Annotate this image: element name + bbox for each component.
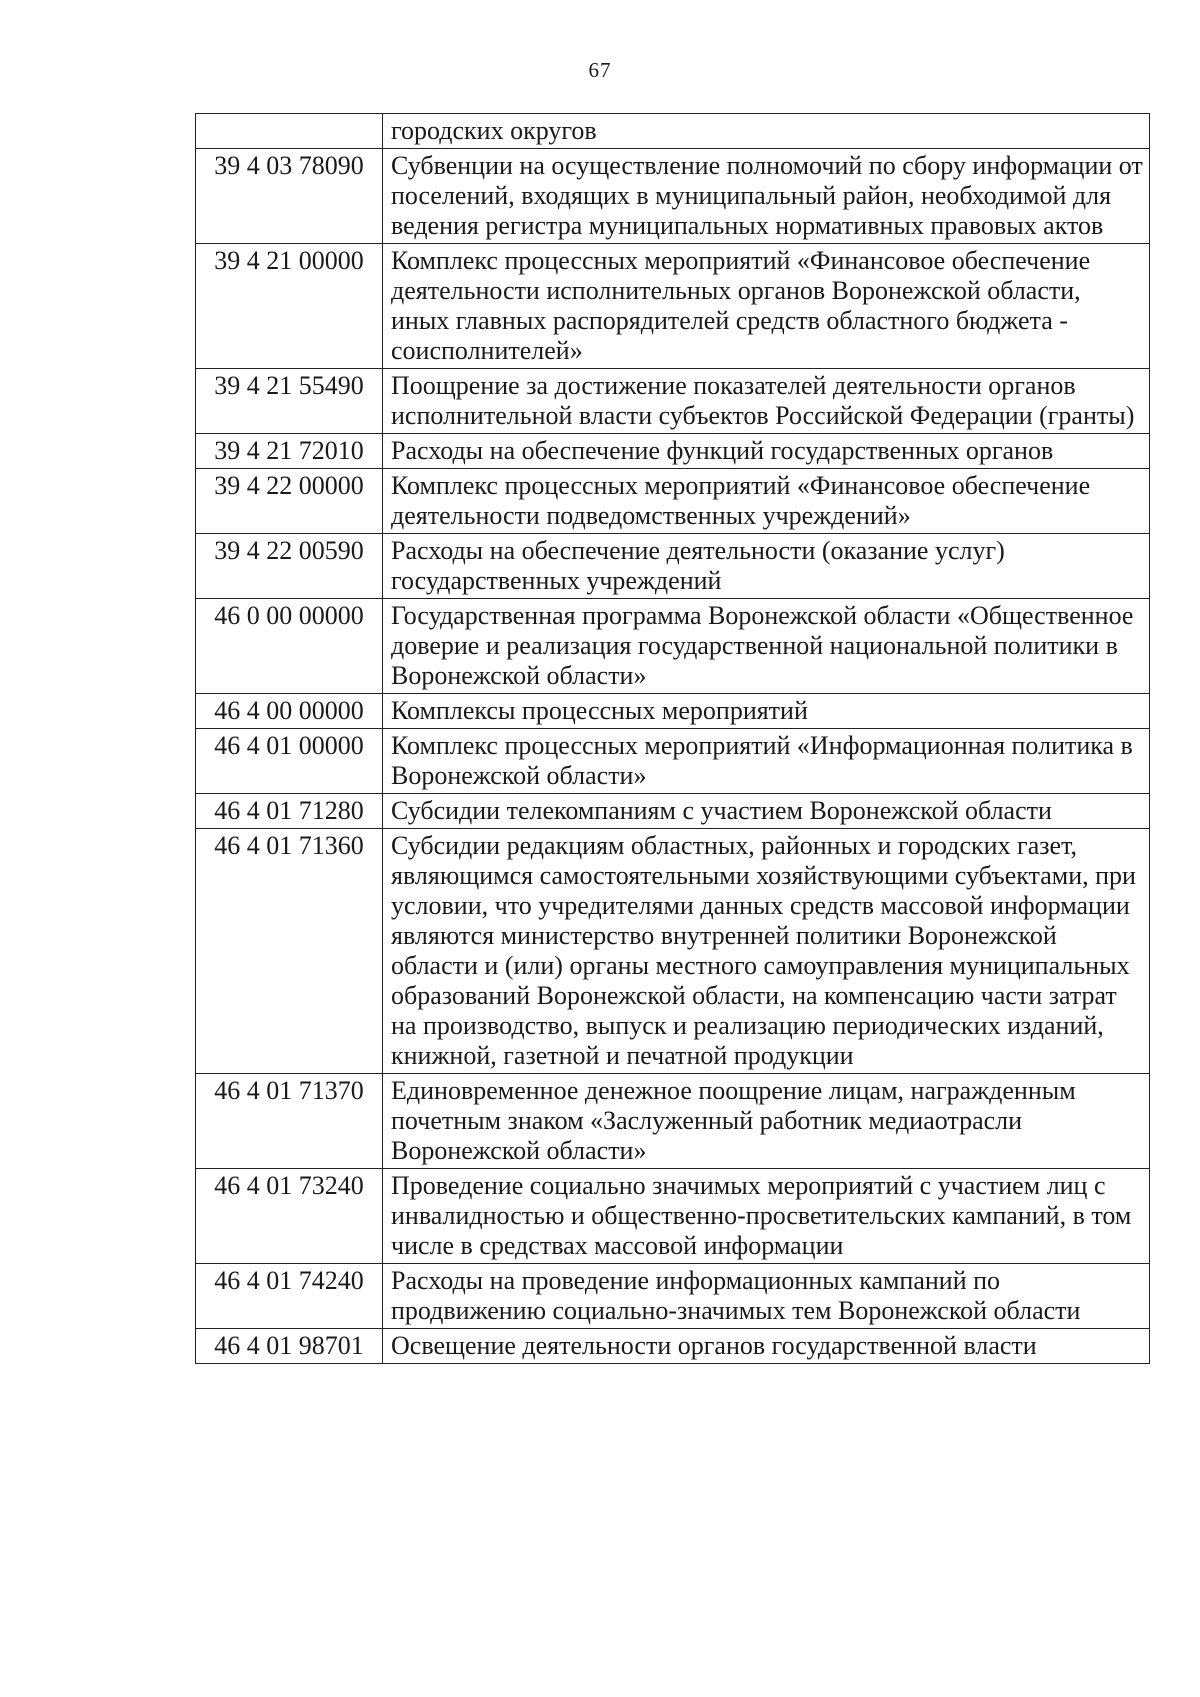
table-row: [196, 829, 1150, 1074]
code-cell: 46 4 01 71370: [196, 1074, 383, 1169]
table-row: [196, 369, 1150, 434]
code-cell: 46 4 01 74240: [196, 1264, 383, 1329]
table-row: [196, 534, 1150, 599]
table-row: [196, 149, 1150, 244]
code-cell: 39 4 21 72010: [196, 434, 383, 469]
description-cell: Единовременное денежное поощрение лицам, награжденным почетным знаком «Заслуженный работник медиаотрасли Воронежской области»: [383, 1074, 1150, 1169]
table-row: [196, 794, 1150, 829]
description-cell: Субсидии редакциям областных, районных и городских газет, являющимся самостоятельными хозяйствующими субъектами, при условии, что учредителями данных средств массовой информации являются министерство внутренней политики Воронежской области и (или) органы местного самоуправления муниципальных образований Воронежской области, на компенсацию части затрат на производство, выпуск и реализацию периодических изданий, книжной, газетной и печатной продукции: [383, 829, 1150, 1074]
description-cell: Комплекс процессных мероприятий «Информационная политика в Воронежской области»: [383, 729, 1150, 794]
code-cell: 46 4 01 71360: [196, 829, 383, 1074]
description-cell: Субвенции на осуществление полномочий по сбору информации от поселений, входящих в муниципальный район, необходимой для ведения регистра муниципальных нормативных правовых актов: [383, 149, 1150, 244]
description-cell: Комплекс процессных мероприятий «Финансовое обеспечение деятельности подведомственных учреждений»: [383, 469, 1150, 534]
description-cell: Субсидии телекомпаниям с участием Воронежской области: [383, 794, 1150, 829]
code-cell: 39 4 03 78090: [196, 149, 383, 244]
description-cell: Расходы на обеспечение функций государственных органов: [383, 434, 1150, 469]
table-row: [196, 244, 1150, 369]
code-cell: [196, 114, 383, 149]
table-row: [196, 1074, 1150, 1169]
table-row: [196, 1264, 1150, 1329]
description-cell: Проведение социально значимых мероприятий с участием лиц с инвалидностью и общественно-просветительских кампаний, в том числе в средствах массовой информации: [383, 1169, 1150, 1264]
description-cell: Комплекс процессных мероприятий «Финансовое обеспечение деятельности исполнительных органов Воронежской области, иных главных распорядителей средств областного бюджета - соисполнителей»: [383, 244, 1150, 369]
table-row: [196, 729, 1150, 794]
budget-codes-table: [195, 113, 1150, 1364]
page-number: 67: [588, 58, 612, 82]
code-cell: 46 0 00 00000: [196, 599, 383, 694]
description-cell: Комплексы процессных мероприятий: [383, 694, 1150, 729]
code-cell: 46 4 01 71280: [196, 794, 383, 829]
table-row: [196, 469, 1150, 534]
table-row: [196, 114, 1150, 149]
description-cell: Государственная программа Воронежской области «Общественное доверие и реализация государственной национальной политики в Воронежской области»: [383, 599, 1150, 694]
table-row: [196, 1169, 1150, 1264]
code-cell: 39 4 22 00590: [196, 534, 383, 599]
description-cell: Освещение деятельности органов государственной власти: [383, 1329, 1150, 1364]
description-cell: городских округов: [383, 114, 1150, 149]
code-cell: 46 4 01 73240: [196, 1169, 383, 1264]
table-row: [196, 599, 1150, 694]
table-row: [196, 434, 1150, 469]
code-cell: 39 4 21 55490: [196, 369, 383, 434]
description-cell: Расходы на проведение информационных кампаний по продвижению социально-значимых тем Воронежской области: [383, 1264, 1150, 1329]
code-cell: 46 4 00 00000: [196, 694, 383, 729]
code-cell: 39 4 22 00000: [196, 469, 383, 534]
code-cell: 46 4 01 98701: [196, 1329, 383, 1364]
code-cell: 46 4 01 00000: [196, 729, 383, 794]
table-row: [196, 694, 1150, 729]
code-cell: 39 4 21 00000: [196, 244, 383, 369]
description-cell: Поощрение за достижение показателей деятельности органов исполнительной власти субъектов Российской Федерации (гранты): [383, 369, 1150, 434]
description-cell: Расходы на обеспечение деятельности (оказание услуг) государственных учреждений: [383, 534, 1150, 599]
table-row: [196, 1329, 1150, 1364]
